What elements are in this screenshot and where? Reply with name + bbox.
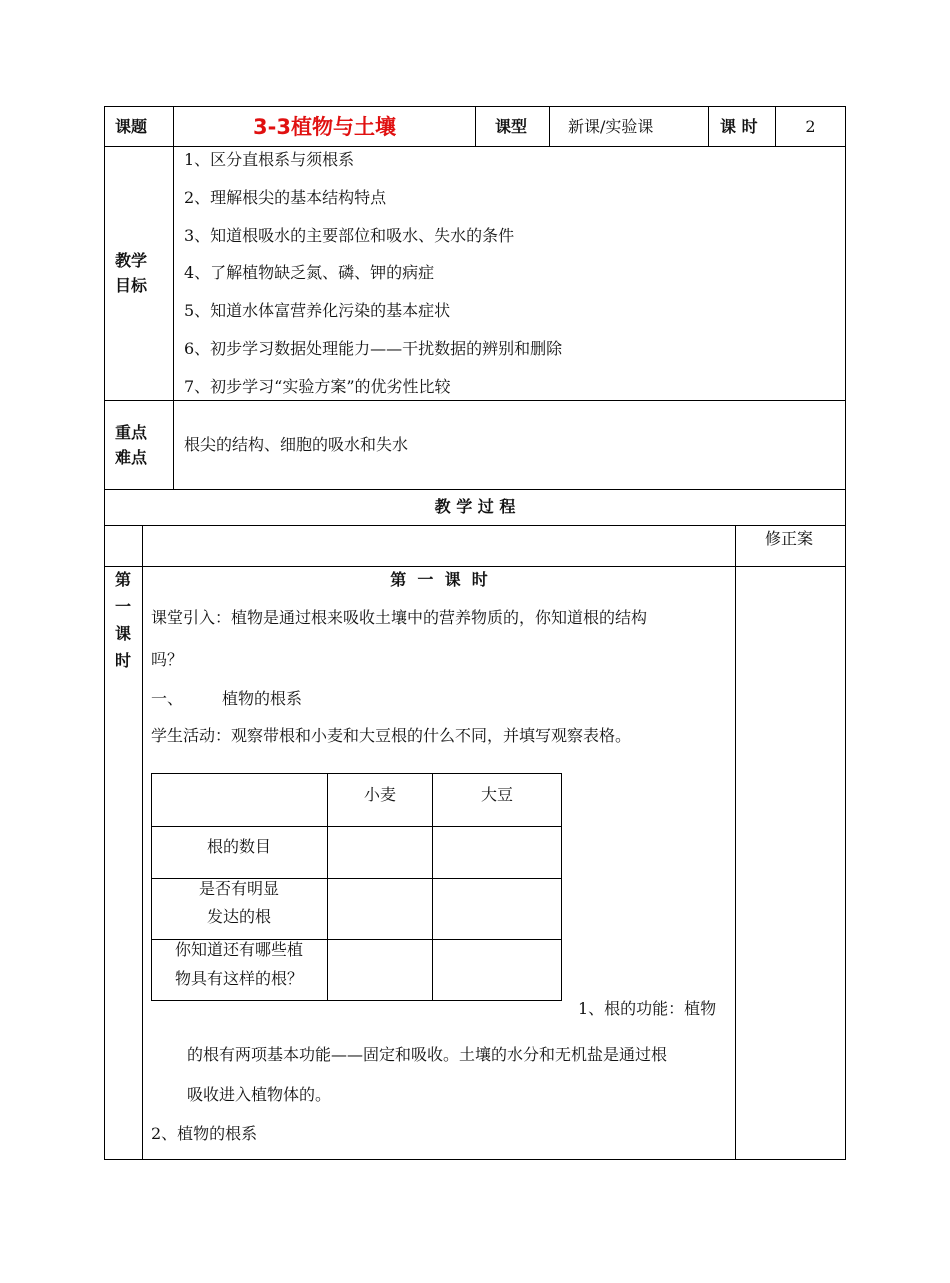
activity-text: 学生活动：观察带根和小麦和大豆根的什么不同，并填写观察表格。 [151,726,632,745]
keshi-label: 课 时 [720,117,758,136]
goals-label: 目标 [115,276,148,295]
keshi-value: 2 [805,117,816,136]
obs-row-header: 你知道还有哪些植 [174,940,303,959]
lesson-title: 3-3植物与土壤 [253,115,396,139]
revision-label: 修正案 [765,529,814,548]
table-border [475,106,476,147]
goal-item: 4、了解植物缺乏氮、磷、钾的病症 [184,263,435,282]
table-border [104,106,105,1160]
goal-item: 5、知道水体富营养化污染的基本症状 [184,301,451,320]
table-border [845,106,846,1160]
table-border [735,525,736,1160]
obs-table-border [151,1000,562,1001]
side-label: 时 [115,651,132,670]
table-border [173,106,174,490]
goal-item: 1、区分直根系与须根系 [184,150,355,169]
keypoints-label: 重点 [115,423,148,442]
table-border [104,489,846,490]
side-label: 课 [115,624,132,643]
intro-text: 吗？ [151,650,184,669]
goal-item: 7、初步学习“实验方案”的优劣性比较 [184,377,451,396]
obs-table-border [327,773,328,1001]
table-border [708,106,709,147]
obs-row-header: 物具有这样的根？ [174,969,303,988]
keypoints-text: 根尖的结构、细胞的吸水和失水 [184,435,409,454]
obs-table-border [432,773,433,1001]
obs-row-header: 根的数目 [206,837,271,856]
goal-item: 2、理解根尖的基本结构特点 [184,188,387,207]
kexing-value: 新课/实验课 [568,117,654,136]
goal-item: 3、知道根吸水的主要部位和吸水、失水的条件 [184,226,515,245]
obs-table-border [561,773,562,1001]
section-number: 一、 [151,689,184,708]
side-label: 第 [115,570,132,589]
keypoints-label: 难点 [115,448,148,467]
process-heading: 教 学 过 程 [434,497,516,516]
intro-text: 课堂引入：植物是通过根来吸收土壤中的营养物质的，你知道根的结构 [151,608,648,627]
side-label: 一 [115,597,132,616]
obs-table-border [151,773,562,774]
section2-title: 2、植物的根系 [151,1124,258,1143]
goals-label: 教学 [115,251,148,270]
lesson-heading: 第 一 课 时 [390,570,488,589]
obs-col-header: 小麦 [363,785,396,804]
goal-item: 6、初步学习数据处理能力——干扰数据的辨别和删除 [184,339,563,358]
function-text: 的根有两项基本功能——固定和吸收。土壤的水分和无机盐是通过根 [187,1045,668,1064]
obs-table-border [151,826,562,827]
table-border [142,525,143,1160]
table-border [104,400,846,401]
obs-row-header: 是否有明显 [198,879,279,898]
obs-col-header: 大豆 [480,785,513,804]
obs-row-header: 发达的根 [206,907,271,926]
function-text: 吸收进入植物体的。 [187,1085,332,1104]
table-border [549,106,550,147]
kexing-label: 课型 [495,117,528,136]
keti-label: 课题 [115,117,148,136]
function-text: 1、根的功能：植物 [578,999,717,1018]
section-title: 植物的根系 [222,689,303,708]
